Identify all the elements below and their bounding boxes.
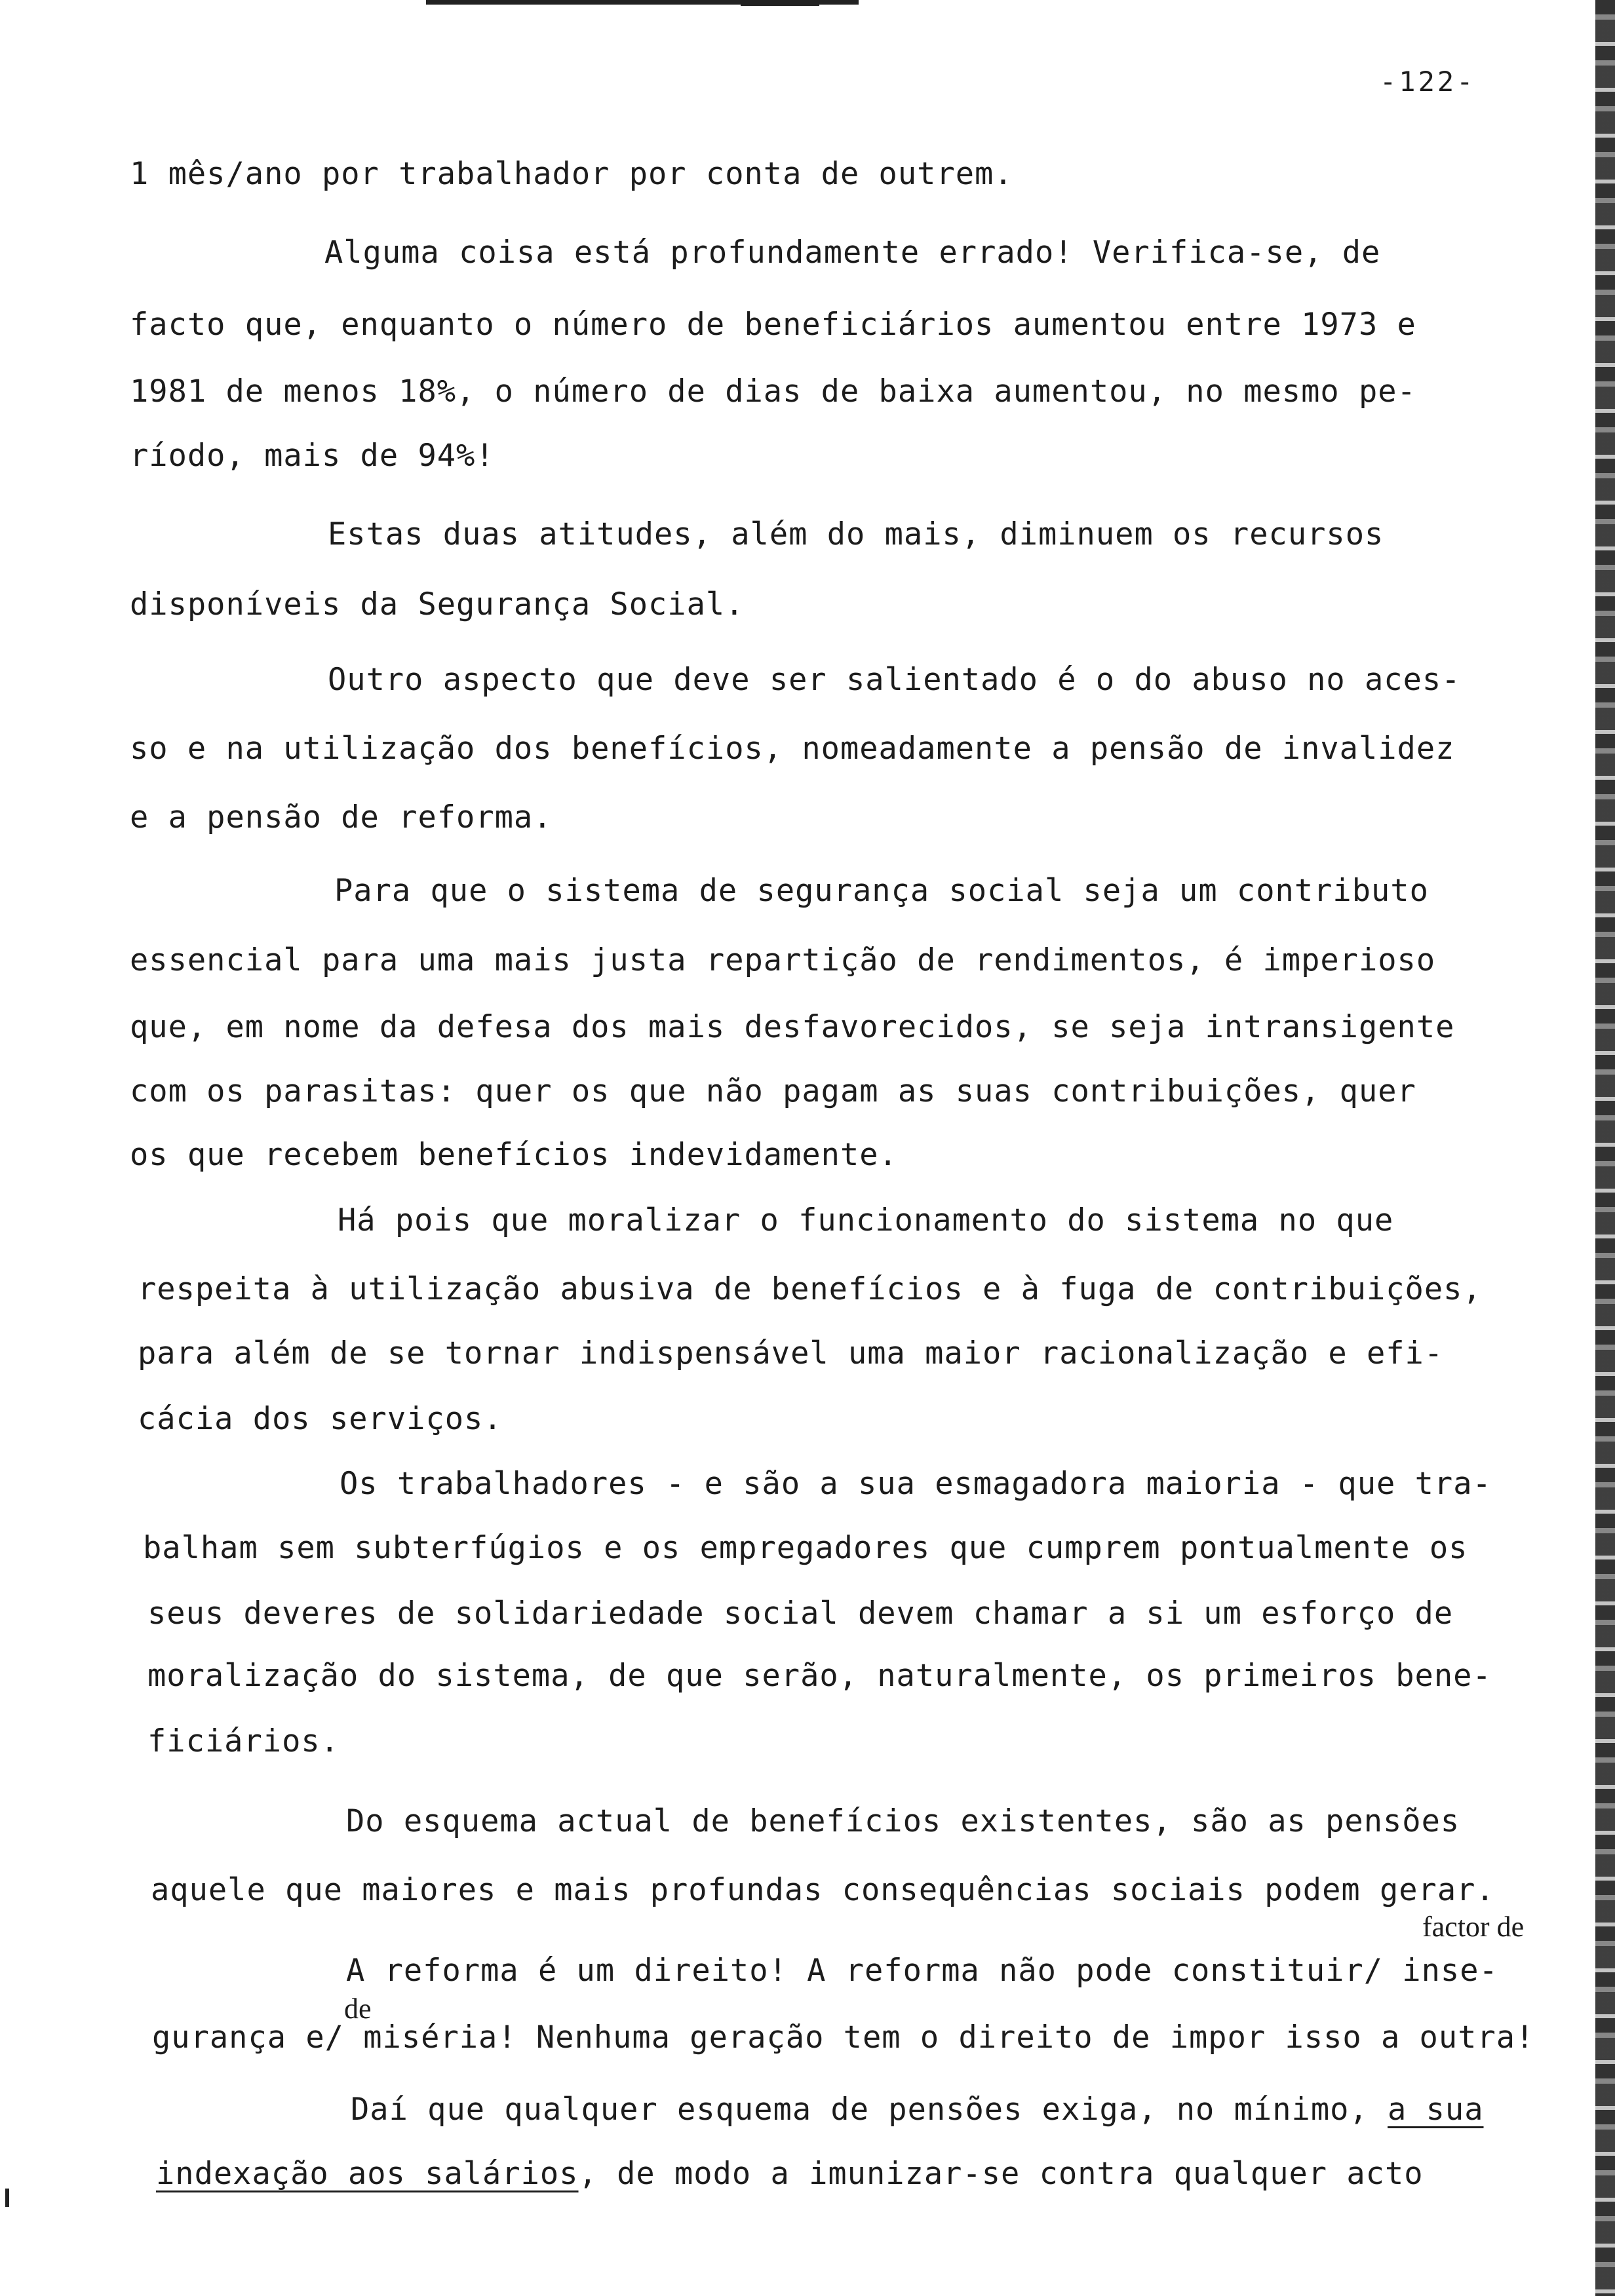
handwritten-insertion: de: [344, 1993, 372, 2025]
underlined-text: indexação aos salários: [156, 2156, 579, 2192]
text-line: seus deveres de solidariedade social devem chamar a si um esforço de: [147, 1596, 1454, 1632]
text-line: gurança e/ miséria! Nenhuma geração tem o direito de impor isso a outra!: [152, 2019, 1535, 2056]
text-line: ríodo, mais de 94%!: [130, 438, 495, 474]
text-line: facto que, enquanto o número de beneficiários aumentou entre 1973 e: [130, 307, 1416, 343]
handwritten-insertion: factor de: [1422, 1911, 1525, 1943]
text-line: os que recebem benefícios indevidamente.: [130, 1137, 898, 1173]
text-line: [156, 2156, 1424, 2192]
text-line: disponíveis da Segurança Social.: [130, 586, 745, 622]
text-line: so e na utilização dos benefícios, nomeadamente a pensão de invalidez: [130, 731, 1455, 767]
text-line: 1 mês/ano por trabalhador por conta de outrem.: [130, 156, 1013, 192]
text-line: para além de se tornar indispensável uma maior racionalização e efi-: [138, 1335, 1444, 1371]
text-line: ficiários.: [147, 1723, 340, 1759]
text-line: e a pensão de reforma.: [130, 799, 553, 835]
text-line: [351, 2092, 1484, 2128]
text-line: com os parasitas: quer os que não pagam as suas contribuições, quer: [130, 1073, 1416, 1109]
underlined-text: a sua: [1388, 2092, 1484, 2128]
text-line: respeita à utilização abusiva de benefícios e à fuga de contribuições,: [138, 1271, 1482, 1307]
text-line: Do esquema actual de benefícios existentes, são as pensões: [346, 1803, 1460, 1839]
text-line: Alguma coisa está profundamente errado! Verifica-se, de: [324, 235, 1381, 271]
margin-mark: [5, 2189, 9, 2207]
text-segment: Daí que qualquer esquema de pensões exiga, no mínimo,: [351, 2092, 1369, 2128]
text-line: A reforma é um direito! A reforma não pode constituir/ inse-: [346, 1953, 1498, 1989]
page-number: -122-: [1380, 66, 1476, 98]
text-line: Estas duas atitudes, além do mais, diminuem os recursos: [328, 516, 1384, 552]
text-line: Para que o sistema de segurança social seja um contributo: [334, 873, 1429, 909]
text-segment: , de modo a imunizar-se contra qualquer acto: [578, 2156, 1424, 2192]
text-line: que, em nome da defesa dos mais desfavorecidos, se seja intransigente: [130, 1009, 1455, 1045]
text-line: cácia dos serviços.: [138, 1401, 503, 1437]
text-line: Os trabalhadores - e são a sua esmagadora maioria - que tra-: [340, 1466, 1492, 1502]
text-line: aquele que maiores e mais profundas consequências sociais podem gerar.: [151, 1872, 1495, 1908]
text-line: essencial para uma mais justa repartição de rendimentos, é imperioso: [130, 942, 1436, 978]
top-edge-rule-thick: [741, 3, 819, 6]
scan-edge-strip: [1595, 0, 1615, 2296]
text-line: Outro aspecto que deve ser salientado é o do abuso no aces-: [328, 662, 1461, 698]
text-line: balham sem subterfúgios e os empregadores que cumprem pontualmente os: [143, 1530, 1468, 1566]
text-line: Há pois que moralizar o funcionamento do sistema no que: [338, 1202, 1394, 1238]
text-line: 1981 de menos 18%, o número de dias de baixa aumentou, no mesmo pe-: [130, 373, 1416, 410]
text-line: moralização do sistema, de que serão, naturalmente, os primeiros bene-: [147, 1658, 1492, 1694]
